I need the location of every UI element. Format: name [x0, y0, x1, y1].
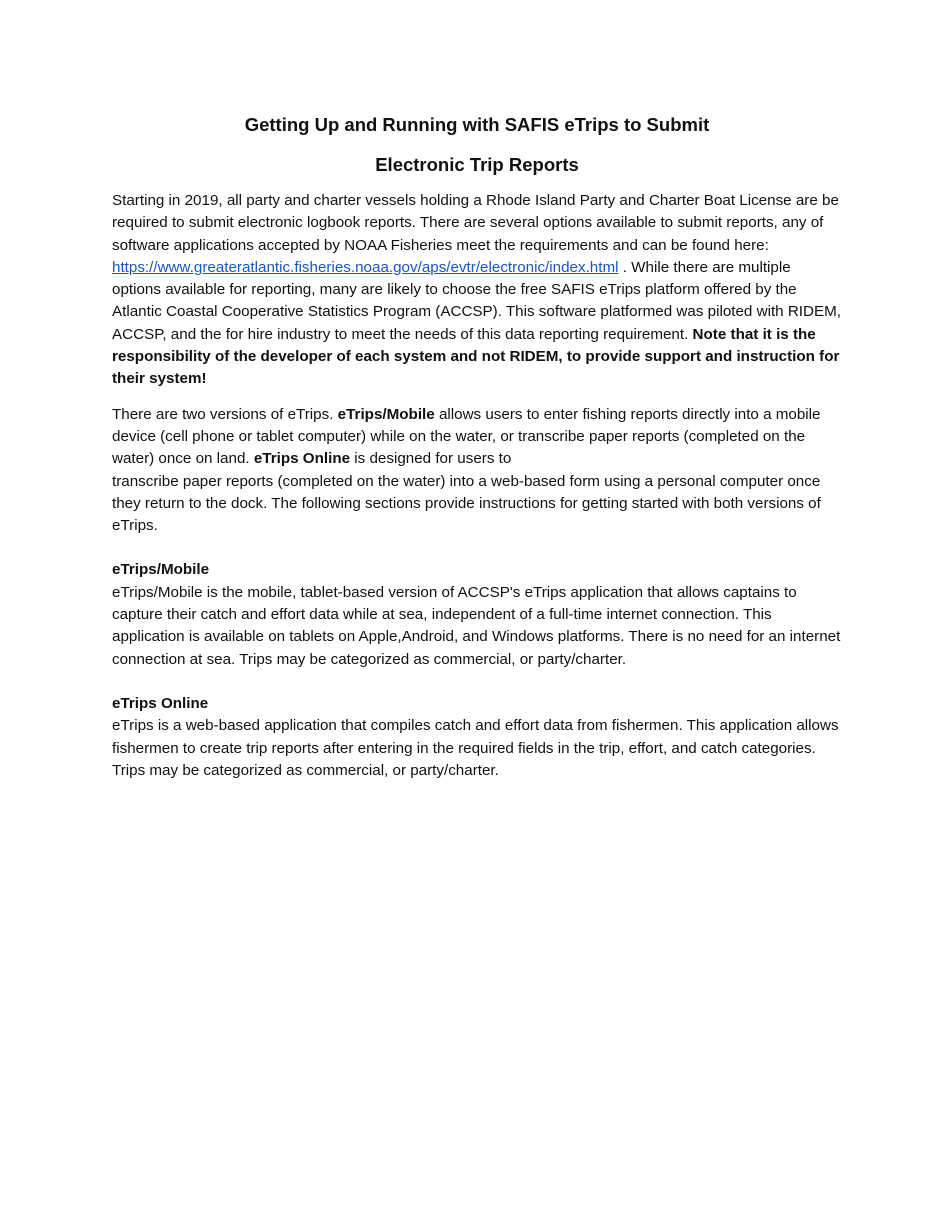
document-page [112, 112, 842, 782]
versions-bold-online: eTrips Online [253, 450, 351, 468]
intro-paragraph [112, 190, 842, 391]
versions-text-2: allows users to enter fishing reports directly into a mobile device (cell phone or tablet computer) while on the water, or transcribe paper reports (completed on the water) once on land. [112, 405, 821, 468]
mobile-section-heading: eTrips/Mobile [112, 561, 210, 579]
online-section-body: eTrips is a web-based application that compiles catch and effort data from fishermen. This application allows fishermen to create trip reports after entering in the required fields in the trip, effort, and catch categories. Trips may be categorized as commercial, or party/charter. [112, 717, 839, 779]
versions-paragraph [112, 404, 842, 538]
versions-bold-mobile: eTrips/Mobile [337, 405, 435, 423]
intro-note-bold: Note that it is the responsibility of the developer of each system and not RIDEM, to provide support and instruction for their system! [112, 325, 840, 388]
versions-text-3: is designed for users to [350, 450, 512, 468]
intro-text-before-link: Starting in 2019, all party and charter vessels holding a Rhode Island Party and Charter Boat License are be required to submit electronic logbook reports. There are several options available to submit reports, any of software applications accepted by NOAA Fisheries meet the requirements and can be found here: [112, 192, 839, 254]
online-section-heading: eTrips Online [112, 694, 209, 712]
evtr-electronic-link[interactable]: https://www.greateratlantic.fisheries.noaa.gov/aps/evtr/electronic/index.html [112, 258, 619, 276]
mobile-section-body: eTrips/Mobile is the mobile, tablet-based version of ACCSP's eTrips application that allows captains to capture their catch and effort data while at sea, independent of a full-time internet connection. This application is available on tablets on Apple,Android, and Windows platforms. There is no need for an internet connection at sea. Trips may be categorized as commercial, or party/charter. [112, 583, 841, 668]
document-title-line-1: Getting Up and Running with SAFIS eTrips to Submit [244, 114, 710, 135]
document-title-line-2: Electronic Trip Reports [375, 154, 579, 175]
versions-text-1: There are two versions of eTrips. [112, 405, 338, 423]
versions-text-4: transcribe paper reports (completed on the water) into a web-based form using a personal computer once they return to the dock. The following sections provide instructions for getting started with both versions of eTrips. [112, 472, 821, 535]
intro-text-after-link: . While there are multiple options available for reporting, many are likely to choose the free SAFIS eTrips platform offered by the Atlantic Coastal Cooperative Statistics Program (ACCSP). This software platformed was piloted with RIDEM, ACCSP, and the for hire industry to meet the needs of this data reporting requirement. [112, 258, 841, 343]
